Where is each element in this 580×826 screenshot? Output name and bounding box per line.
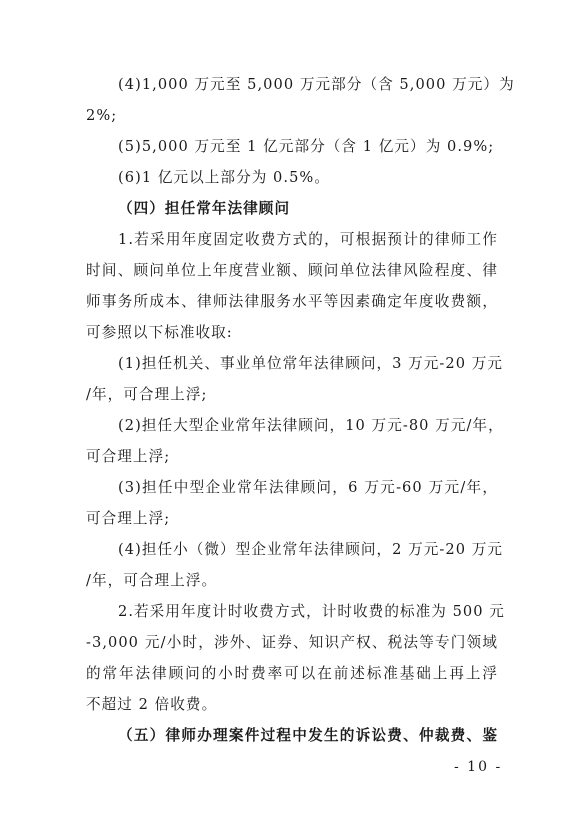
paragraph-line: 2.若采用年度计时收费方式，计时收费的标准为 500 元 bbox=[118, 603, 505, 620]
section-heading: （四）担任常年法律顾问 bbox=[118, 200, 291, 217]
paragraph-line: (4)1,000 万元至 5,000 万元部分（含 5,000 万元）为 bbox=[118, 76, 515, 93]
paragraph-line: 可合理上浮; bbox=[86, 510, 171, 527]
paragraph-line: 可参照以下标准收取: bbox=[86, 324, 233, 341]
paragraph-line: 的常年法律顾问的小时费率可以在前述标准基础上再上浮 bbox=[86, 665, 498, 682]
section-heading: （五）律师办理案件过程中发生的诉讼费、仲裁费、鉴 bbox=[118, 727, 498, 744]
page-number: - 10 - bbox=[454, 759, 503, 775]
paragraph-line: (5)5,000 万元至 1 亿元部分（含 1 亿元）为 0.9%; bbox=[118, 138, 495, 155]
paragraph-line: 2%; bbox=[86, 107, 118, 124]
paragraph-line: (4)担任小（微）型企业常年法律顾问，2 万元-20 万元 bbox=[118, 541, 504, 558]
paragraph-line: /年，可合理上浮。 bbox=[86, 572, 218, 589]
paragraph-line: (2)担任大型企业常年法律顾问，10 万元-80 万元/年， bbox=[118, 417, 504, 434]
paragraph-line: -3,000 元/小时，涉外、证券、知识产权、税法等专门领域 bbox=[86, 634, 498, 651]
paragraph-line: (1)担任机关、事业单位常年法律顾问，3 万元-20 万元 bbox=[118, 355, 504, 372]
paragraph-line: 1.若采用年度固定收费方式的，可根据预计的律师工作 bbox=[118, 231, 498, 248]
paragraph-line: 可合理上浮; bbox=[86, 448, 171, 465]
paragraph-line: 时间、顾问单位上年度营业额、顾问单位法律风险程度、律 bbox=[86, 262, 498, 279]
paragraph-line: (3)担任中型企业常年法律顾问，6 万元-60 万元/年， bbox=[118, 479, 498, 496]
paragraph-line: 不超过 2 倍收费。 bbox=[86, 696, 218, 713]
paragraph-line: /年，可合理上浮; bbox=[86, 386, 208, 403]
paragraph-line: 师事务所成本、律师法律服务水平等因素确定年度收费额， bbox=[86, 293, 498, 310]
paragraph-line: (6)1 亿元以上部分为 0.5%。 bbox=[118, 169, 330, 186]
